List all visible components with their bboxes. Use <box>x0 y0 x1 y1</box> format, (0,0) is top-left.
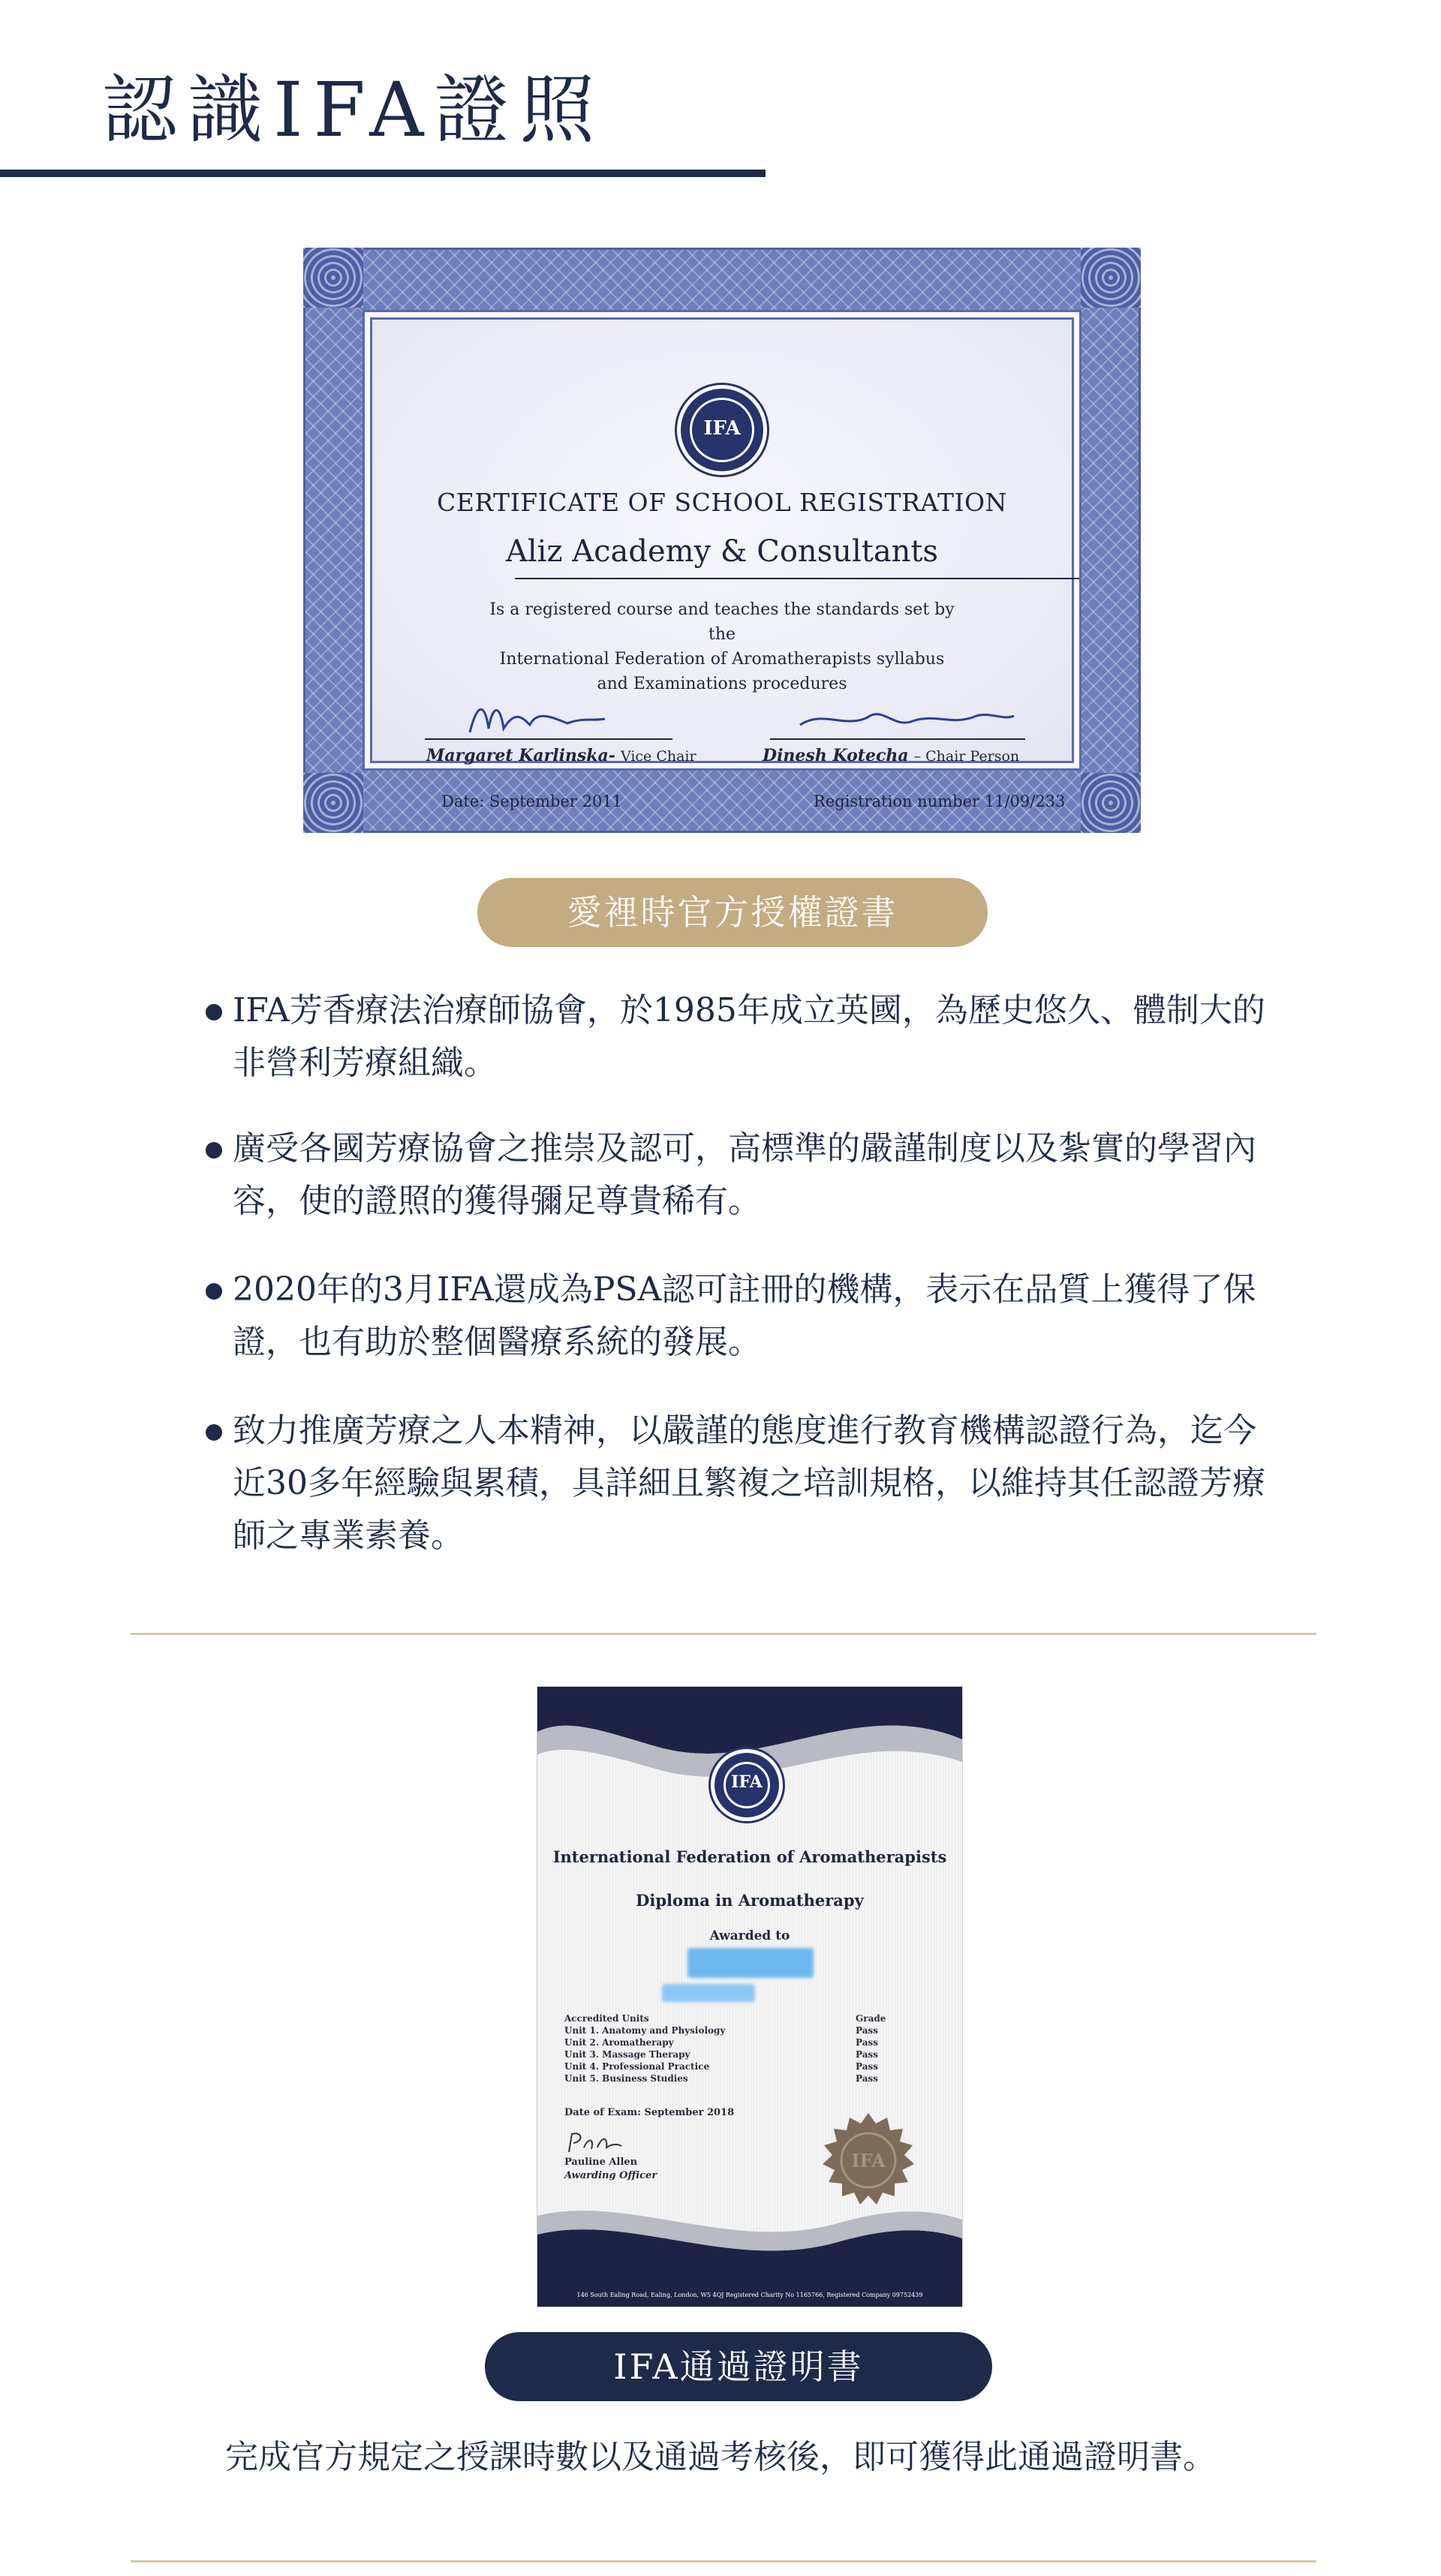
unit-grade: Pass <box>856 2049 878 2060</box>
certificate-corner-ornament <box>1081 248 1141 308</box>
closing-note: 完成官方規定之授課時數以及通過考核後，即可獲得此通過證明書。 <box>225 2438 1216 2476</box>
list-item <box>206 1405 1271 1562</box>
title-underline <box>0 170 766 177</box>
school-name: Aliz Academy & Consultants <box>505 534 939 569</box>
section-divider <box>131 1633 1316 1635</box>
embossed-seal-icon <box>820 2112 917 2209</box>
redacted-recipient-name <box>687 1948 814 1978</box>
chair-signer <box>763 746 1019 765</box>
bullet-dot-icon <box>206 1142 222 1159</box>
chair-signature <box>793 695 1018 740</box>
certificate-corner-ornament <box>303 773 363 833</box>
unit-grade: Pass <box>856 2073 878 2084</box>
unit-grade: Pass <box>856 2061 878 2072</box>
diploma-certificate-image <box>537 1687 962 2307</box>
unit-name: Unit 4. Professional Practice <box>564 2061 710 2072</box>
ifa-seal-text: IFA <box>703 417 741 440</box>
officer-role: Awarding Officer <box>564 2170 657 2181</box>
vice-chair-signature <box>462 695 612 740</box>
ifa-seal-icon <box>681 389 763 471</box>
units-header: Accredited Units <box>564 2013 649 2024</box>
unit-grade: Pass <box>856 2025 878 2036</box>
certificate-inner-panel <box>372 320 1072 810</box>
certificate-date: Date: September 2011 <box>441 792 623 810</box>
vice-chair-role: Vice Chair <box>620 748 696 765</box>
certificate-heading: CERTIFICATE OF SCHOOL REGISTRATION <box>437 488 1007 517</box>
list-item-text: IFA芳香療法治療師協會，於1985年成立英國，為歷史悠久、體制大的非營利芳療組織。 <box>233 991 1265 1082</box>
date-of-exam: Date of Exam: September 2018 <box>564 2107 735 2118</box>
chair-name: Dinesh Kotecha <box>763 746 909 765</box>
registration-number: Registration number 11/09/233 <box>814 792 1066 810</box>
signature-line <box>425 738 672 740</box>
awarded-to-label: Awarded to <box>709 1928 790 1943</box>
ifa-seal-icon <box>714 1753 779 1817</box>
bullet-dot-icon <box>206 1004 222 1020</box>
registration-certificate-image <box>303 248 1141 833</box>
list-item-text: 廣受各國芳療協會之推崇及認可，高標準的嚴謹制度以及紮實的學習內容，使的證照的獲得彌足尊貴稀有。 <box>233 1129 1256 1220</box>
certificate-body-text: Is a registered course and teaches the standards set by the International Federation of Aromatherapists syllabus and Examinations procedures <box>489 600 955 693</box>
bullet-dot-icon <box>206 1424 222 1441</box>
diploma-title: Diploma in Aromatherapy <box>636 1891 864 1910</box>
list-item <box>206 984 1271 1090</box>
list-item-text: 2020年的3月IFA還成為PSA認可註冊的機構，表示在品質上獲得了保證，也有助於整個醫療系統的發展。 <box>233 1270 1256 1361</box>
school-name-rule <box>515 578 1079 579</box>
list-item <box>206 1123 1271 1228</box>
signature-line <box>770 738 1025 740</box>
federation-name: International Federation of Aromatherapists <box>552 1847 947 1866</box>
grade-header: Grade <box>856 2013 886 2024</box>
unit-name: Unit 1. Anatomy and Physiology <box>564 2025 726 2036</box>
list-item <box>206 1264 1271 1369</box>
unit-name: Unit 5. Business Studies <box>564 2073 688 2084</box>
certificate-corner-ornament <box>303 248 363 308</box>
bullet-dot-icon <box>206 1283 222 1300</box>
ifa-seal-text: IFA <box>731 1772 763 1792</box>
officer-signature <box>564 2130 624 2155</box>
unit-grade: Pass <box>856 2037 878 2048</box>
certificate-corner-ornament <box>1081 773 1141 833</box>
unit-name: Unit 2. Aromatherapy <box>564 2037 674 2048</box>
page-title: 認識IFA證照 <box>102 66 606 154</box>
diploma-certificate-caption: IFA通過證明書 <box>485 2332 992 2401</box>
officer-name: Pauline Allen <box>564 2157 638 2168</box>
list-item-text: 致力推廣芳療之人本精神，以嚴謹的態度進行教育機構認證行為，迄今近30多年經驗與累積，具詳細且繁複之培訓規格，以維持其任認證芳療師之專業素養。 <box>233 1411 1265 1555</box>
vice-chair-name: Margaret Karlinska- <box>426 746 615 765</box>
issuer-address: 146 South Ealing Road, Ealing, London, W5 4QJ Registered Charity No 1165766, Registered Company 09752439 <box>576 2292 923 2298</box>
seal-stamp-text: IFA <box>851 2150 886 2172</box>
unit-name: Unit 3. Massage Therapy <box>564 2049 690 2060</box>
registration-certificate-caption: 愛裡時官方授權證書 <box>477 878 988 947</box>
redacted-recipient-detail <box>662 1984 755 2002</box>
section-divider <box>131 2560 1316 2562</box>
chair-role: – Chair Person <box>913 748 1020 765</box>
vice-chair-signer <box>426 746 696 765</box>
